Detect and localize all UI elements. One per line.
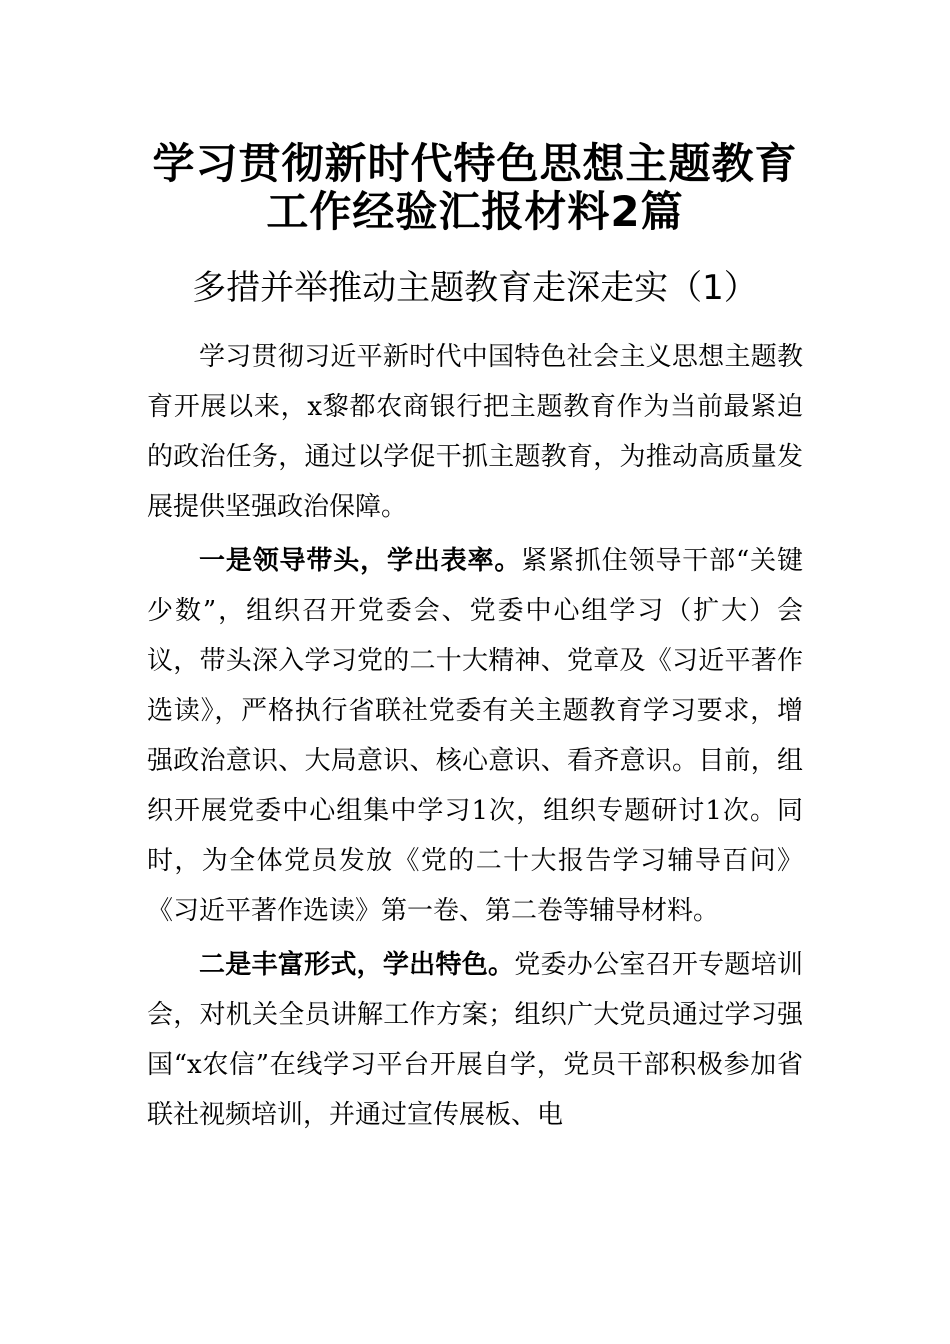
paragraph-text: 党委办公室召开专题培训会，对机关全员讲解工作方案；组织广大党员通过学习强国“x农信”在线学习平台开展自学，党员干部积极参加省联社视频培训，并通过宣传展板、电: [147, 950, 803, 1130]
paragraph-text: 紧紧抓住领导干部“关键少数”，组织召开党委会、党委中心组学习（扩大）会议，带头深入学习党的二十大精神、党章及《习近平著作选读》，严格执行省联社党委有关主题教育学习要求，增强政治意识、大局意识、核心意识、看齐意识。目前，组织开展党委中心组集中学习1次，组织专题研讨1次。同时，为全体党员发放《党的二十大报告学习辅导百问》《习近平著作选读》第一卷、第二卷等辅导材料。: [147, 546, 803, 926]
document-page: [147, 140, 803, 1140]
paragraph-lead: 二是丰富形式，学出特色。: [199, 950, 515, 980]
paragraph-leadership: [147, 536, 803, 936]
document-title: 学习贯彻新时代特色思想主题教育工作经验汇报材料2篇: [152, 139, 798, 236]
paragraph-text: 学习贯彻习近平新时代中国特色社会主义思想主题教育开展以来，x黎都农商银行把主题教育作为当前最紧迫的政治任务，通过以学促干抓主题教育，为推动高质量发展提供坚强政治保障。: [147, 342, 803, 522]
paragraph-intro: [147, 332, 803, 532]
paragraph-forms: [147, 940, 803, 1140]
document-subtitle: 多措并举推动主题教育走深走实（1）: [192, 268, 758, 308]
paragraph-lead: 一是领导带头，学出表率。: [199, 546, 522, 576]
